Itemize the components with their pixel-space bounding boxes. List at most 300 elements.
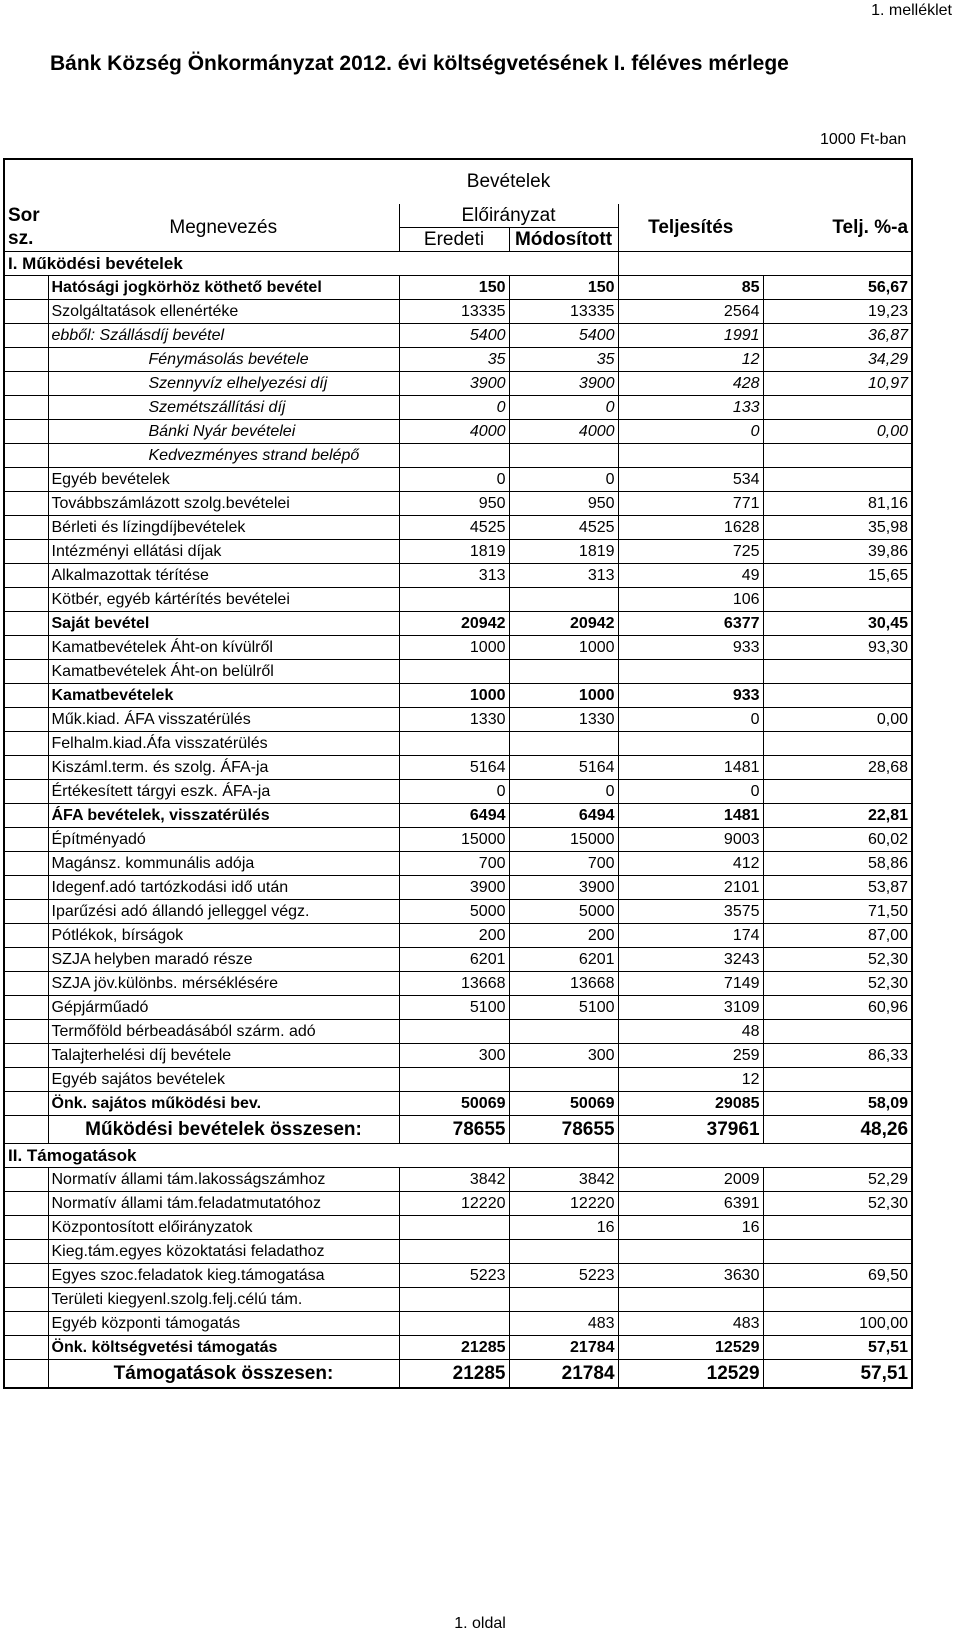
row-telj-pct: 0,00: [763, 708, 912, 732]
row-name: Kötbér, egyéb kártérítés bevételei: [48, 588, 399, 612]
row-name: Magánsz. kommunális adója: [48, 852, 399, 876]
table-row: [4, 276, 912, 300]
row-telj-pct: 69,50: [763, 1264, 912, 1288]
row-number-cell: [4, 1240, 48, 1264]
row-name: ÁFA bevételek, visszatérülés: [48, 804, 399, 828]
row-name: Önk. sajátos működési bev.: [48, 1092, 399, 1116]
row-number-cell: [4, 924, 48, 948]
row-number-cell: [4, 540, 48, 564]
row-modositott: 1330: [509, 708, 618, 732]
total-row-mukodesi: [4, 1116, 912, 1144]
header-eloiranyzat: Előirányzat: [399, 204, 618, 228]
row-modositott: 1819: [509, 540, 618, 564]
table-row: [4, 348, 912, 372]
row-modositott: 200: [509, 924, 618, 948]
row-eredeti: [399, 1240, 509, 1264]
row-number-cell: [4, 588, 48, 612]
row-modositott: [509, 732, 618, 756]
row-name: Szolgáltatások ellenértéke: [48, 300, 399, 324]
row-name: Normatív állami tám.lakosságszámhoz: [48, 1168, 399, 1192]
row-teljesites: 933: [618, 636, 763, 660]
row-eredeti: 6494: [399, 804, 509, 828]
row-teljesites: 1628: [618, 516, 763, 540]
row-telj-pct: 58,09: [763, 1092, 912, 1116]
row-teljesites: 12529: [618, 1336, 763, 1360]
row-eredeti: 3900: [399, 372, 509, 396]
row-number-cell: [4, 1264, 48, 1288]
row-teljesites: 0: [618, 780, 763, 804]
row-name: Műk.kiad. ÁFA visszatérülés: [48, 708, 399, 732]
row-number-cell: [4, 300, 48, 324]
table-row: [4, 1092, 912, 1116]
row-eredeti: 1000: [399, 684, 509, 708]
table-row: [4, 1216, 912, 1240]
row-eredeti: [399, 1288, 509, 1312]
table-row: [4, 420, 912, 444]
row-teljesites: 29085: [618, 1092, 763, 1116]
row-name: SZJA jöv.különbs. mérséklésére: [48, 972, 399, 996]
table-row: [4, 588, 912, 612]
row-number-cell: [4, 1020, 48, 1044]
row-number-cell: [4, 372, 48, 396]
row-name: Kamatbevételek: [48, 684, 399, 708]
table-row: [4, 804, 912, 828]
row-teljesites: 106: [618, 588, 763, 612]
empty-cell: [399, 252, 509, 276]
table-row: [4, 756, 912, 780]
row-telj-pct: 39,86: [763, 540, 912, 564]
row-modositott: 6494: [509, 804, 618, 828]
row-number-cell: [4, 396, 48, 420]
row-eredeti: 1000: [399, 636, 509, 660]
row-telj-pct: [763, 1240, 912, 1264]
table-row: [4, 636, 912, 660]
row-telj-pct: 34,29: [763, 348, 912, 372]
row-eredeti: [399, 1312, 509, 1336]
row-teljesites: 412: [618, 852, 763, 876]
row-eredeti: 35: [399, 348, 509, 372]
row-eredeti: 5000: [399, 900, 509, 924]
row-number-cell: [4, 1216, 48, 1240]
table-row: [4, 564, 912, 588]
table-row: [4, 1192, 912, 1216]
row-name: Hatósági jogkörhöz köthető bevétel: [48, 276, 399, 300]
row-modositott: 16: [509, 1216, 618, 1240]
row-name: Önk. költségvetési támogatás: [48, 1336, 399, 1360]
row-number-cell: [4, 492, 48, 516]
row-number-cell: [4, 780, 48, 804]
row-teljesites: 12: [618, 348, 763, 372]
table-row: [4, 1068, 912, 1092]
row-name: Termőföld bérbeadásából szárm. adó: [48, 1020, 399, 1044]
table-row: [4, 444, 912, 468]
table-row: [4, 540, 912, 564]
table-row: [4, 1020, 912, 1044]
total-teljesites: 12529: [618, 1360, 763, 1389]
unit-label: 1000 Ft-ban: [820, 131, 907, 148]
row-telj-pct: 36,87: [763, 324, 912, 348]
table-row: [4, 300, 912, 324]
row-eredeti: 3842: [399, 1168, 509, 1192]
row-teljesites: 725: [618, 540, 763, 564]
row-teljesites: 16: [618, 1216, 763, 1240]
row-teljesites: 12: [618, 1068, 763, 1092]
row-eredeti: 4000: [399, 420, 509, 444]
row-telj-pct: 52,29: [763, 1168, 912, 1192]
row-eredeti: 700: [399, 852, 509, 876]
row-name: Bérleti és lízingdíjbevételek: [48, 516, 399, 540]
row-teljesites: 6377: [618, 612, 763, 636]
table-row: [4, 372, 912, 396]
row-teljesites: 48: [618, 1020, 763, 1044]
row-teljesites: 0: [618, 420, 763, 444]
row-number-cell: [4, 900, 48, 924]
row-eredeti: 50069: [399, 1092, 509, 1116]
table-row: [4, 396, 912, 420]
row-telj-pct: 81,16: [763, 492, 912, 516]
table-row: [4, 324, 912, 348]
row-name: Továbbszámlázott szolg.bevételei: [48, 492, 399, 516]
row-eredeti: 1819: [399, 540, 509, 564]
table-row: [4, 732, 912, 756]
row-eredeti: 200: [399, 924, 509, 948]
total-eredeti: 78655: [399, 1116, 509, 1144]
row-telj-pct: 53,87: [763, 876, 912, 900]
row-telj-pct: 60,02: [763, 828, 912, 852]
row-modositott: 35: [509, 348, 618, 372]
row-modositott: 50069: [509, 1092, 618, 1116]
row-teljesites: 483: [618, 1312, 763, 1336]
row-number-cell: [4, 1288, 48, 1312]
row-name: Építményadó: [48, 828, 399, 852]
annex-label: 1. melléklet: [871, 2, 952, 19]
row-eredeti: 6201: [399, 948, 509, 972]
row-telj-pct: 57,51: [763, 1336, 912, 1360]
row-teljesites: 133: [618, 396, 763, 420]
row-modositott: 15000: [509, 828, 618, 852]
row-telj-pct: 35,98: [763, 516, 912, 540]
table-row: [4, 876, 912, 900]
row-teljesites: 771: [618, 492, 763, 516]
empty-cell: [509, 1144, 618, 1168]
table-row: [4, 1168, 912, 1192]
row-telj-pct: 52,30: [763, 1192, 912, 1216]
row-eredeti: 21285: [399, 1336, 509, 1360]
row-modositott: [509, 660, 618, 684]
empty-cell: [399, 1144, 509, 1168]
row-eredeti: [399, 732, 509, 756]
row-number-cell: [4, 636, 48, 660]
section-row-tamogatasok: [4, 1144, 912, 1168]
table-row: [4, 1336, 912, 1360]
table-row: [4, 1264, 912, 1288]
header-eredeti: Eredeti: [399, 228, 509, 252]
table-row: [4, 996, 912, 1020]
row-modositott: 1000: [509, 684, 618, 708]
row-teljesites: 3630: [618, 1264, 763, 1288]
row-telj-pct: 71,50: [763, 900, 912, 924]
row-telj-pct: 86,33: [763, 1044, 912, 1068]
empty-cell: [509, 252, 618, 276]
row-teljesites: 85: [618, 276, 763, 300]
row-name: Szemétszállítási díj: [48, 396, 399, 420]
row-modositott: [509, 444, 618, 468]
total-telj-pct: 57,51: [763, 1360, 912, 1389]
row-number-cell: [4, 948, 48, 972]
row-number-cell: [4, 348, 48, 372]
row-number-cell: [4, 996, 48, 1020]
header-sz: sz.: [4, 228, 48, 252]
row-number-cell: [4, 564, 48, 588]
row-telj-pct: [763, 396, 912, 420]
total-modositott: 21784: [509, 1360, 618, 1389]
row-telj-pct: 56,67: [763, 276, 912, 300]
row-eredeti: [399, 588, 509, 612]
row-telj-pct: [763, 684, 912, 708]
header-teljesites: Teljesítés: [618, 204, 763, 252]
row-number-cell: [4, 1192, 48, 1216]
row-teljesites: [618, 732, 763, 756]
row-eredeti: 20942: [399, 612, 509, 636]
row-modositott: [509, 1288, 618, 1312]
row-name: Kamatbevételek Áht-on kívülről: [48, 636, 399, 660]
row-name: Egyéb sajátos bevételek: [48, 1068, 399, 1092]
table-row: [4, 684, 912, 708]
row-eredeti: 300: [399, 1044, 509, 1068]
row-teljesites: 2101: [618, 876, 763, 900]
row-teljesites: 1481: [618, 804, 763, 828]
row-number-cell: [4, 972, 48, 996]
row-modositott: 5100: [509, 996, 618, 1020]
row-number-cell: [4, 468, 48, 492]
total-teljesites: 37961: [618, 1116, 763, 1144]
row-telj-pct: 52,30: [763, 972, 912, 996]
row-eredeti: 13335: [399, 300, 509, 324]
section-label: I. Működési bevételek: [4, 252, 399, 276]
header-row-top: [4, 204, 912, 228]
table-row: [4, 924, 912, 948]
row-telj-pct: 10,97: [763, 372, 912, 396]
total-telj-pct: 48,26: [763, 1116, 912, 1144]
row-telj-pct: 93,30: [763, 636, 912, 660]
row-modositott: 1000: [509, 636, 618, 660]
row-teljesites: 1481: [618, 756, 763, 780]
total-eredeti: 21285: [399, 1360, 509, 1389]
row-modositott: 483: [509, 1312, 618, 1336]
row-number-cell: [4, 852, 48, 876]
row-modositott: 12220: [509, 1192, 618, 1216]
row-teljesites: 1991: [618, 324, 763, 348]
row-eredeti: 5100: [399, 996, 509, 1020]
row-name: Központosított előirányzatok: [48, 1216, 399, 1240]
row-number-cell: [4, 708, 48, 732]
budget-table: [3, 158, 913, 1389]
row-name: Értékesített tárgyi eszk. ÁFA-ja: [48, 780, 399, 804]
row-teljesites: 2009: [618, 1168, 763, 1192]
row-eredeti: 13668: [399, 972, 509, 996]
row-telj-pct: 0,00: [763, 420, 912, 444]
row-teljesites: [618, 444, 763, 468]
row-name: Kedvezményes strand belépő: [48, 444, 399, 468]
row-modositott: 6201: [509, 948, 618, 972]
row-name: Szennyvíz elhelyezési díj: [48, 372, 399, 396]
row-teljesites: 7149: [618, 972, 763, 996]
row-teljesites: 534: [618, 468, 763, 492]
row-name: Idegenf.adó tartózkodási idő után: [48, 876, 399, 900]
row-eredeti: 4525: [399, 516, 509, 540]
row-modositott: 700: [509, 852, 618, 876]
row-teljesites: 6391: [618, 1192, 763, 1216]
empty-cell: [763, 252, 912, 276]
table-row: [4, 708, 912, 732]
row-modositott: 150: [509, 276, 618, 300]
row-modositott: 0: [509, 468, 618, 492]
row-eredeti: 5400: [399, 324, 509, 348]
header-sor: Sor: [4, 204, 48, 228]
row-telj-pct: [763, 1068, 912, 1092]
row-teljesites: 49: [618, 564, 763, 588]
row-number-cell: [4, 1312, 48, 1336]
row-number-cell: [4, 420, 48, 444]
row-number-cell: [4, 1044, 48, 1068]
row-name: Kamatbevételek Áht-on belülről: [48, 660, 399, 684]
row-teljesites: 3575: [618, 900, 763, 924]
row-name: Egyéb központi támogatás: [48, 1312, 399, 1336]
row-eredeti: 1330: [399, 708, 509, 732]
row-modositott: 3900: [509, 876, 618, 900]
row-name: Talajterhelési díj bevétele: [48, 1044, 399, 1068]
row-telj-pct: 22,81: [763, 804, 912, 828]
row-name: Saját bevétel: [48, 612, 399, 636]
row-name: ebből: Szállásdíj bevétel: [48, 324, 399, 348]
row-name: Területi kiegyenl.szolg.felj.célú tám.: [48, 1288, 399, 1312]
row-name: Kiszáml.term. és szolg. ÁFA-ja: [48, 756, 399, 780]
row-eredeti: 0: [399, 396, 509, 420]
row-eredeti: 12220: [399, 1192, 509, 1216]
table-row: [4, 948, 912, 972]
row-name: Intézményi ellátási díjak: [48, 540, 399, 564]
row-number-cell: [4, 1168, 48, 1192]
page-title: Bánk Község Önkormányzat 2012. évi költségvetésének I. féléves mérlege: [50, 52, 789, 75]
header-telj-pct: Telj. %-a: [763, 204, 912, 252]
row-teljesites: 933: [618, 684, 763, 708]
row-teljesites: [618, 1240, 763, 1264]
header-row-section: [4, 159, 912, 204]
row-name: Alkalmazottak térítése: [48, 564, 399, 588]
row-name: Felhalm.kiad.Áfa visszatérülés: [48, 732, 399, 756]
row-name: Kieg.tám.egyes közoktatási feladathoz: [48, 1240, 399, 1264]
empty-cell: [618, 252, 763, 276]
row-name: Egyéb bevételek: [48, 468, 399, 492]
row-modositott: 13335: [509, 300, 618, 324]
row-number-cell: [4, 276, 48, 300]
empty-cell: [763, 1144, 912, 1168]
row-teljesites: 259: [618, 1044, 763, 1068]
row-eredeti: [399, 660, 509, 684]
empty-cell: [618, 1144, 763, 1168]
row-number-cell: [4, 1092, 48, 1116]
row-telj-pct: 52,30: [763, 948, 912, 972]
row-teljesites: 9003: [618, 828, 763, 852]
row-name: Egyes szoc.feladatok kieg.támogatása: [48, 1264, 399, 1288]
row-telj-pct: [763, 1020, 912, 1044]
table-row: [4, 612, 912, 636]
row-number-cell: [4, 1116, 48, 1144]
row-number-cell: [4, 660, 48, 684]
table-row: [4, 972, 912, 996]
header-modositott: Módosított: [509, 228, 618, 252]
row-number-cell: [4, 876, 48, 900]
row-telj-pct: [763, 468, 912, 492]
row-modositott: 313: [509, 564, 618, 588]
table-row: [4, 1288, 912, 1312]
row-modositott: 0: [509, 396, 618, 420]
row-teljesites: 3243: [618, 948, 763, 972]
row-modositott: 21784: [509, 1336, 618, 1360]
row-name: Normatív állami tám.feladatmutatóhoz: [48, 1192, 399, 1216]
total-modositott: 78655: [509, 1116, 618, 1144]
row-telj-pct: [763, 1216, 912, 1240]
table-row: [4, 852, 912, 876]
row-eredeti: 0: [399, 468, 509, 492]
row-telj-pct: [763, 780, 912, 804]
row-eredeti: [399, 1216, 509, 1240]
row-eredeti: 15000: [399, 828, 509, 852]
row-telj-pct: [763, 732, 912, 756]
row-telj-pct: 58,86: [763, 852, 912, 876]
row-name: Gépjárműadó: [48, 996, 399, 1020]
row-modositott: 4000: [509, 420, 618, 444]
row-name: Fénymásolás bevétele: [48, 348, 399, 372]
row-telj-pct: [763, 588, 912, 612]
row-modositott: 3900: [509, 372, 618, 396]
row-eredeti: [399, 1068, 509, 1092]
table-row: [4, 828, 912, 852]
row-telj-pct: 28,68: [763, 756, 912, 780]
row-modositott: [509, 1020, 618, 1044]
row-telj-pct: [763, 660, 912, 684]
row-name: SZJA helyben maradó része: [48, 948, 399, 972]
row-telj-pct: 19,23: [763, 300, 912, 324]
row-telj-pct: 30,45: [763, 612, 912, 636]
row-telj-pct: 15,65: [763, 564, 912, 588]
total-label: Támogatások összesen:: [48, 1360, 399, 1389]
row-eredeti: 0: [399, 780, 509, 804]
row-modositott: 3842: [509, 1168, 618, 1192]
table-row: [4, 780, 912, 804]
row-modositott: 0: [509, 780, 618, 804]
row-modositott: 5164: [509, 756, 618, 780]
row-eredeti: [399, 1020, 509, 1044]
row-number-cell: [4, 516, 48, 540]
row-number-cell: [4, 732, 48, 756]
row-name: Iparűzési adó állandó jelleggel végz.: [48, 900, 399, 924]
row-modositott: 950: [509, 492, 618, 516]
table-row: [4, 492, 912, 516]
row-teljesites: 428: [618, 372, 763, 396]
budget-table-body: [4, 159, 912, 1388]
row-name: Pótlékok, bírságok: [48, 924, 399, 948]
table-row: [4, 1044, 912, 1068]
row-teljesites: 2564: [618, 300, 763, 324]
row-modositott: 5400: [509, 324, 618, 348]
row-modositott: [509, 1240, 618, 1264]
row-modositott: 13668: [509, 972, 618, 996]
table-row: [4, 468, 912, 492]
table-row: [4, 900, 912, 924]
row-eredeti: 150: [399, 276, 509, 300]
row-telj-pct: [763, 444, 912, 468]
